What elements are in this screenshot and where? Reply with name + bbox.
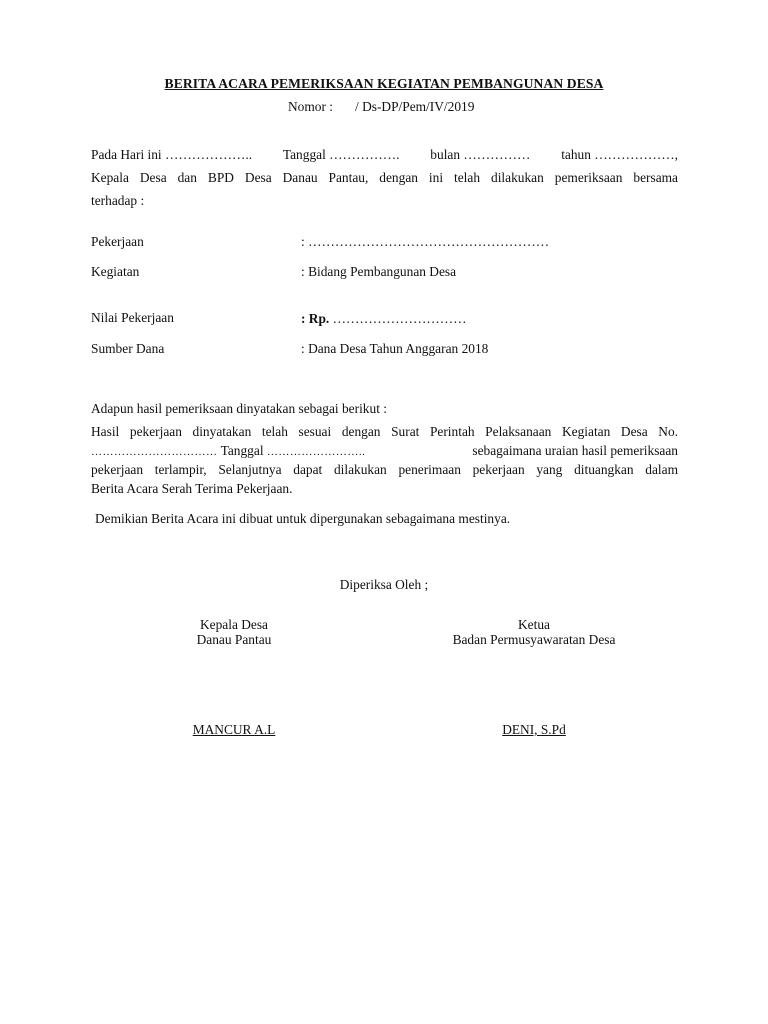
nilai-label: Nilai Pekerjaan	[91, 310, 174, 325]
surat-no-dots: ……………………………	[91, 445, 218, 458]
nilai-rp: : Rp.	[301, 311, 330, 326]
nilai-value	[301, 311, 467, 327]
pekerjaan-value: : ………………………………………………	[301, 234, 550, 249]
result-line-1-text: Hasil pekerjaan dinyatakan telah sesuai dengan Surat Perintah Pelaksanaan Kegiatan Desa No.	[91, 424, 678, 439]
result-line-2	[91, 442, 678, 462]
result-line-1	[91, 423, 678, 442]
result-intro: Adapun hasil pemeriksaan dinyatakan sebagai berikut :	[91, 401, 387, 416]
left-signer-title-1: Kepala Desa	[199, 617, 269, 632]
nomor-value: / Ds-DP/Pem/IV/2019	[355, 99, 475, 114]
pekerjaan-label: Pekerjaan	[91, 234, 144, 249]
kegiatan-value: : Bidang Pembangunan Desa	[301, 264, 457, 279]
hari-blank: Pada Hari ini ………………..	[91, 147, 253, 162]
right-signer-name	[384, 722, 684, 738]
opening-paragraph	[91, 143, 678, 212]
document-title: BERITA ACARA PEMERIKSAAN KEGIATAN PEMBANGUNAN DESA	[164, 76, 604, 91]
signature-heading: Diperiksa Oleh ;	[339, 577, 429, 592]
left-signer-name-text: MANCUR A.L	[192, 722, 276, 737]
tanggal-word: Tanggal	[217, 442, 267, 458]
kegiatan-label: Kegiatan	[91, 264, 140, 279]
tanggal-blank: Tanggal …………….	[282, 147, 400, 162]
result-paragraph	[91, 423, 678, 498]
sumber-value: : Dana Desa Tahun Anggaran 2018	[301, 341, 489, 356]
right-signer-name-text: DENI, S.Pd	[502, 722, 566, 737]
result-line-3	[91, 461, 678, 480]
left-signer-title-2: Danau Pantau	[196, 632, 272, 647]
result-line-2-rest: sebagaimana uraian hasil pemeriksaan	[472, 442, 678, 458]
left-signer-name	[134, 722, 334, 738]
right-signer-title-1: Ketua	[518, 617, 550, 632]
opening-line-2-text: Kepala Desa dan BPD Desa Danau Pantau, dengan ini telah dilakukan pemeriksaan bersama	[91, 170, 678, 185]
nomor-label: Nomor :	[288, 99, 334, 114]
result-line-3-text: pekerjaan terlampir, Selanjutnya dapat dilakukan penerimaan pekerjaan yang dituangkan dalam	[91, 462, 678, 477]
right-signer-title-2: Badan Permusyawaratan Desa	[452, 632, 616, 647]
result-line-4: Berita Acara Serah Terima Pekerjaan.	[91, 480, 293, 496]
closing-statement: Demikian Berita Acara ini dibuat untuk dipergunakan sebagaimana mestinya.	[95, 511, 511, 526]
opening-line-1	[91, 143, 678, 166]
result-line-2-left	[91, 442, 365, 462]
surat-tanggal-dots: ……………………..	[266, 445, 366, 458]
bulan-blank: bulan ……………	[430, 147, 531, 162]
sumber-label: Sumber Dana	[91, 341, 165, 356]
opening-line-2	[91, 166, 678, 189]
tahun-blank: tahun ………………,	[561, 147, 678, 162]
nilai-dots: …………………………	[329, 311, 467, 326]
opening-line-3: terhadap :	[91, 193, 145, 208]
